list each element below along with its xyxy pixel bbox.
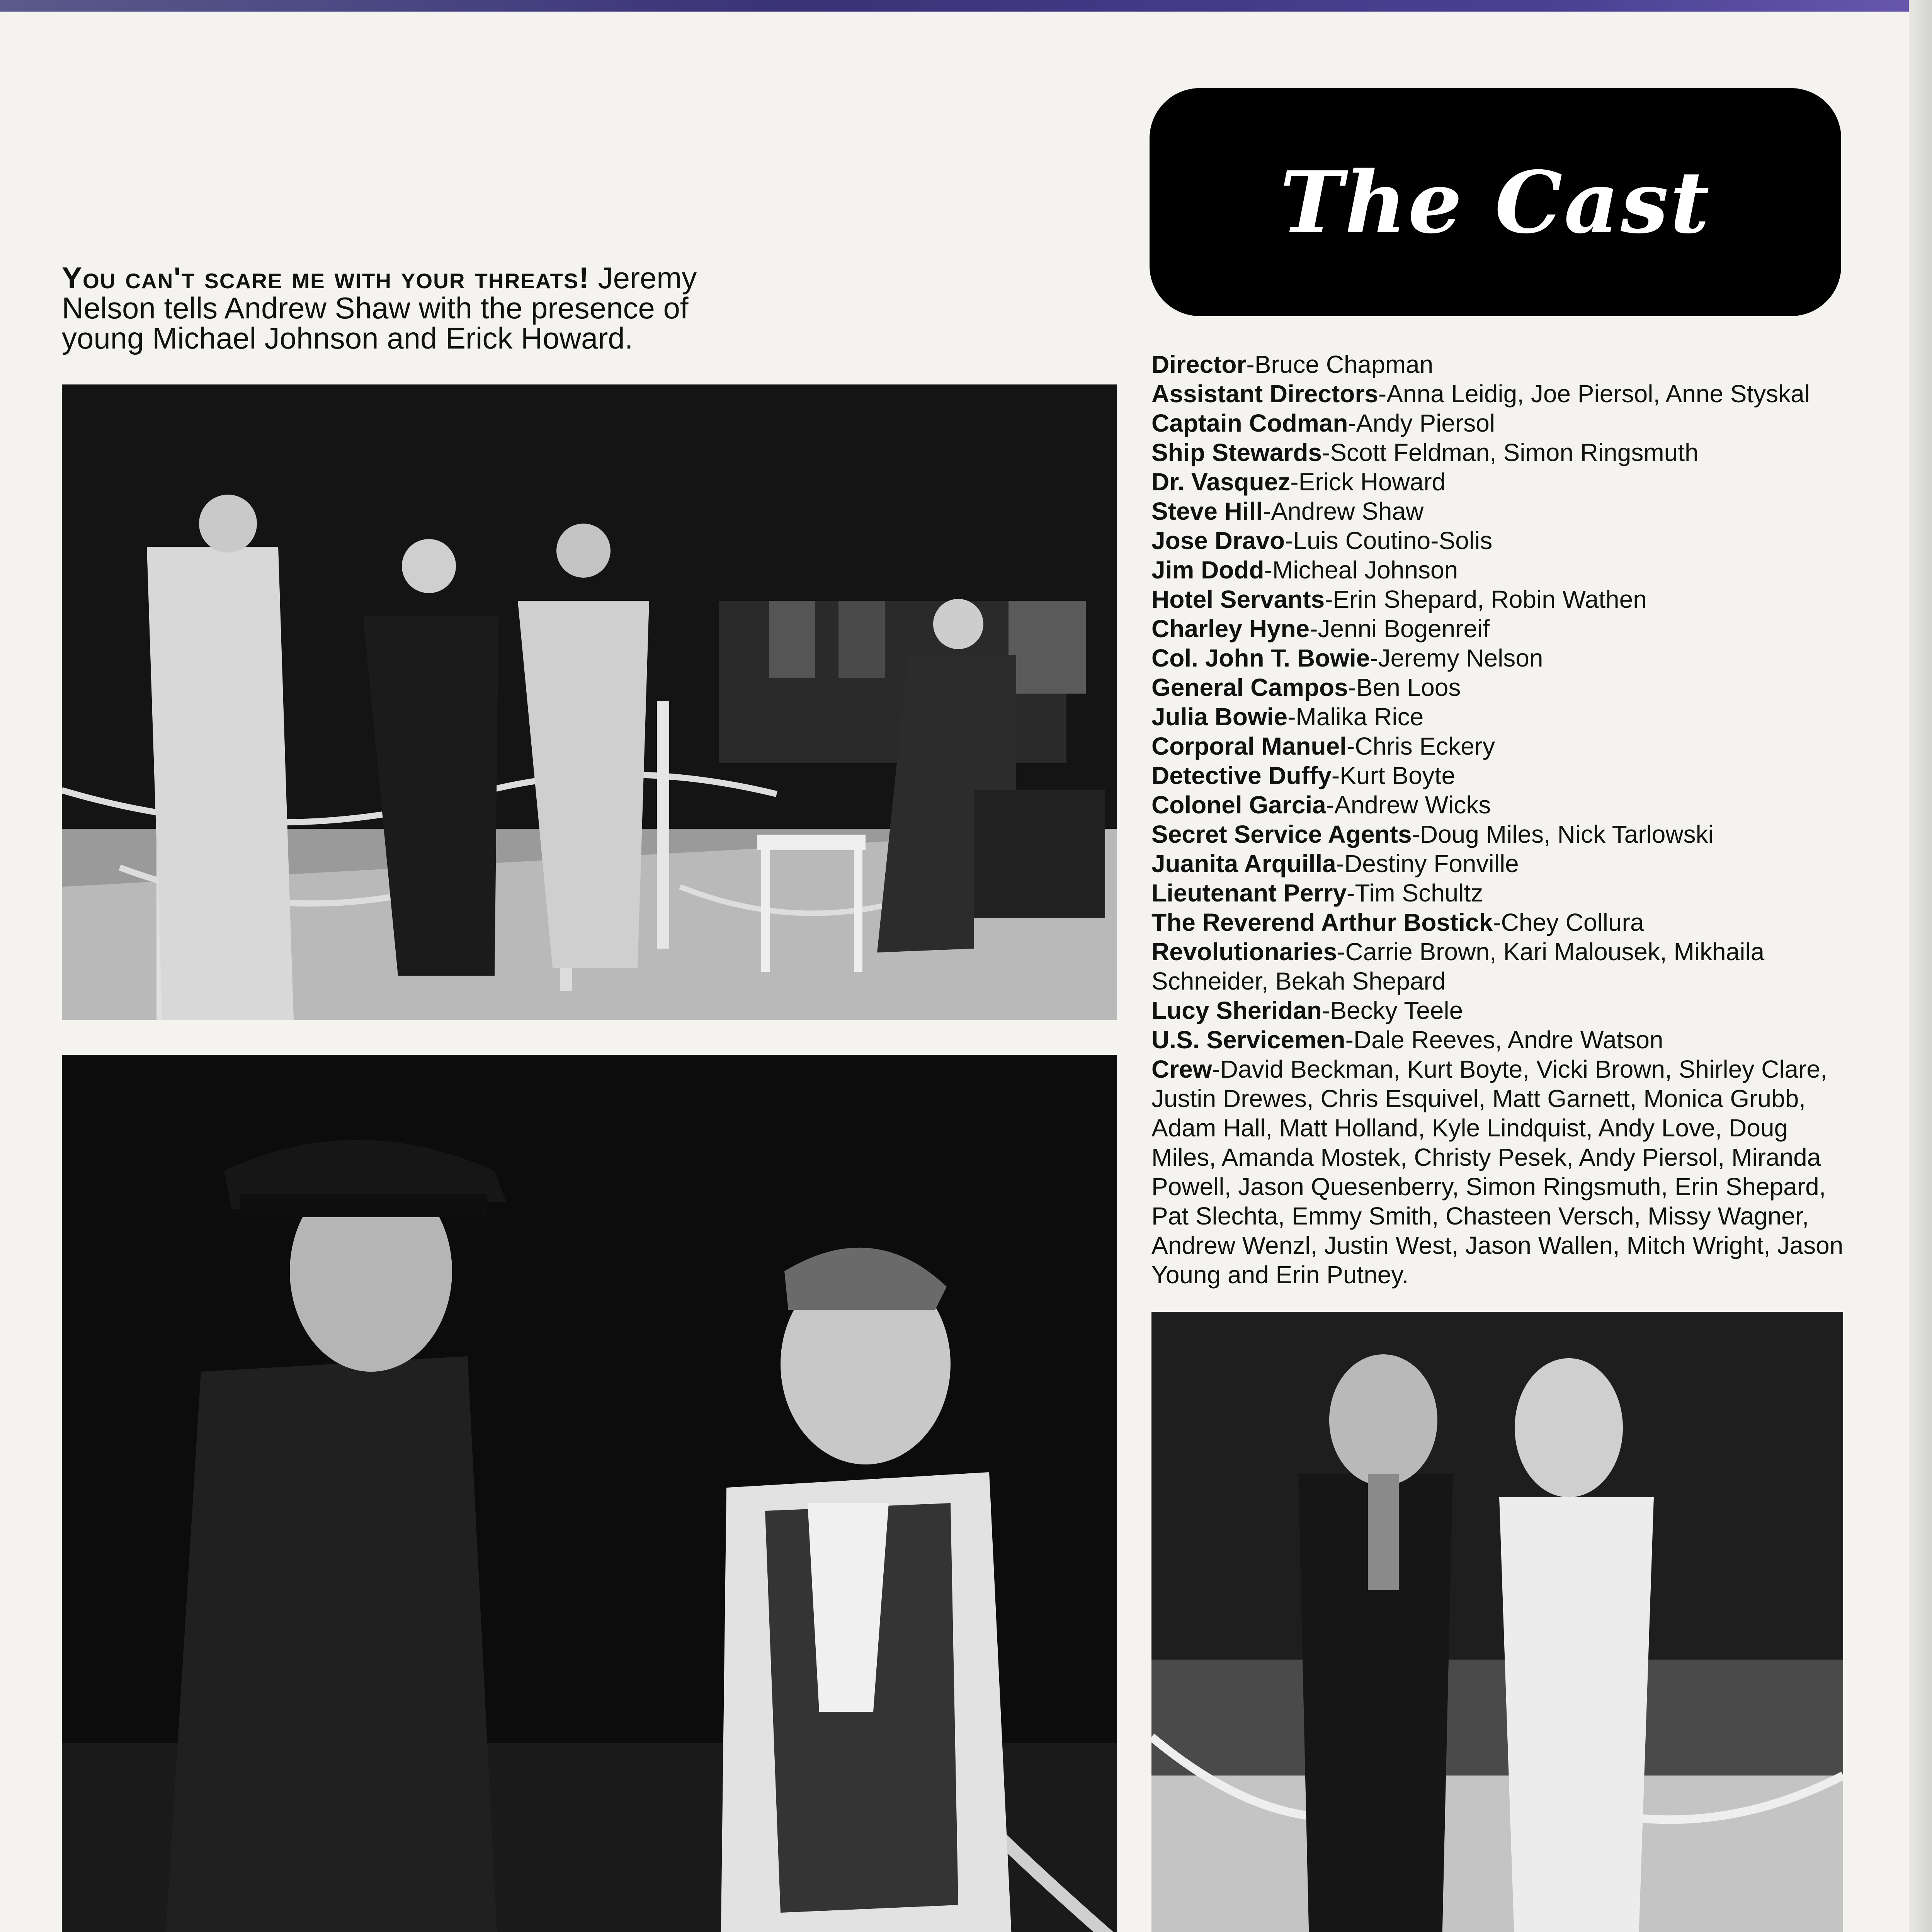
photo-staredown [62,1055,1117,1932]
cast-names: -Doug Miles, Nick Tarlowski [1412,820,1714,848]
cast-names: -Andrew Shaw [1263,497,1424,525]
cast-names: -Chris Eckery [1346,732,1495,760]
cast-names: -Andrew Wicks [1326,791,1491,819]
cast-names: -Dale Reeves, Andre Watson [1345,1026,1663,1054]
cast-row [1151,878,1855,908]
cast-role: Corporal Manuel [1151,732,1347,760]
cast-role: Jose Dravo [1151,527,1285,554]
cast-role: Crew [1151,1055,1212,1083]
cast-names: -Malika Rice [1287,703,1424,731]
photo-stage-scene [62,384,1117,1020]
cast-row [1151,908,1855,937]
cast-role: Juanita Arquilla [1151,850,1336,878]
cast-names: -Micheal Johnson [1264,556,1458,584]
cast-role: Assistant Directors [1151,380,1378,408]
cast-row [1151,643,1855,673]
cast-row [1151,996,1855,1025]
cast-names: -Kurt Boyte [1331,762,1456,789]
caption-text: Jeremy Nelson tells Andrew Shaw with the presence of young Michael Johnson and Erick Howard. [62,261,697,355]
cast-names: -Tim Schultz [1347,879,1483,907]
cast-row [1151,1025,1855,1054]
cast-role: The Reverend Arthur Bostick [1151,908,1493,936]
cast-role: Colonel Garcia [1151,791,1326,819]
cast-row [1151,849,1855,878]
cast-role: U.S. Servicemen [1151,1026,1345,1054]
cast-names: -Destiny Fonville [1336,850,1519,878]
cast-role: Steve Hill [1151,497,1263,525]
cast-row [1151,1054,1855,1289]
cast-role: Hotel Servants [1151,585,1325,613]
cast-role: Revolutionaries [1151,938,1337,966]
cast-row [1151,526,1855,555]
cast-row [1151,555,1855,585]
cast-row [1151,937,1855,996]
cast-row [1151,790,1855,820]
cast-row [1151,820,1855,849]
cast-role: Captain Codman [1151,409,1348,437]
cast-row [1151,731,1855,761]
cast-names: -Erin Shepard, Robin Wathen [1325,585,1647,613]
cast-role: General Campos [1151,673,1348,701]
cast-names: -Bruce Chapman [1246,350,1434,378]
cast-row [1151,379,1855,408]
cast-row [1151,438,1855,467]
page-top-edge [0,0,1932,12]
cast-names: -Jeremy Nelson [1370,644,1543,672]
cast-role: Julia Bowie [1151,703,1288,731]
cast-role: Ship Stewards [1151,439,1322,466]
cast-row [1151,467,1855,497]
cast-row [1151,408,1855,438]
cast-names: -Anna Leidig, Joe Piersol, Anne Styskal [1378,380,1810,408]
photo-couple [1151,1312,1843,1932]
cast-role: Secret Service Agents [1151,820,1412,848]
cast-names: -Andy Piersol [1348,409,1495,437]
caption-top-left [62,263,765,353]
cast-row [1151,673,1855,702]
cast-names: -Scott Feldman, Simon Ringsmuth [1322,439,1699,466]
cast-names: -Becky Teele [1322,997,1463,1024]
cast-role: Dr. Vasquez [1151,468,1291,496]
cast-names: -Ben Loos [1348,673,1461,701]
cast-row [1151,614,1855,643]
cast-row [1151,761,1855,790]
cast-title: The Cast [1280,152,1711,252]
cast-row [1151,350,1855,379]
cast-list [1151,350,1855,1289]
cast-title-banner [1150,88,1841,316]
page-fold [1909,0,1932,1932]
cast-role: Charley Hyne [1151,615,1310,643]
cast-role: Director [1151,350,1247,378]
cast-role: Lieutenant Perry [1151,879,1347,907]
cast-role: Detective Duffy [1151,762,1332,789]
cast-role: Col. John T. Bowie [1151,644,1370,672]
cast-names: -Carrie Brown, Kari Malousek, Mikhaila Schneider, Bekah Shepard [1151,938,1765,995]
cast-names: -Chey Collura [1493,908,1644,936]
cast-names: -Luis Coutino-Solis [1285,527,1493,554]
cast-row [1151,702,1855,731]
cast-names: -David Beckman, Kurt Boyte, Vicki Brown, Shirley Clare, Justin Drewes, Chris Esquivel, Matt Garnett, Monica Grubb, Adam Hall, Matt Holland, Kyle Lindquist, Andy Love, Doug Miles, Amanda Mostek, Christy Pesek, Andy Piersol, Miranda Powell, Jason Quesenberry, Simon Ringsmuth, Erin Shepard, Pat Slechta, Emmy Smith, Chasteen Versch, Missy Wagner, Andrew Wenzl, Justin West, Jason Wallen, Mitch Wright, Jason Young and Erin Putney. [1151,1055,1844,1289]
cast-role: Lucy Sheridan [1151,997,1322,1024]
cast-row [1151,585,1855,614]
cast-role: Jim Dodd [1151,556,1264,584]
cast-names: -Erick Howard [1290,468,1446,496]
cast-names: -Jenni Bogenreif [1310,615,1490,643]
cast-row [1151,497,1855,526]
caption-lead: You can't scare me with your threats! [62,261,590,295]
